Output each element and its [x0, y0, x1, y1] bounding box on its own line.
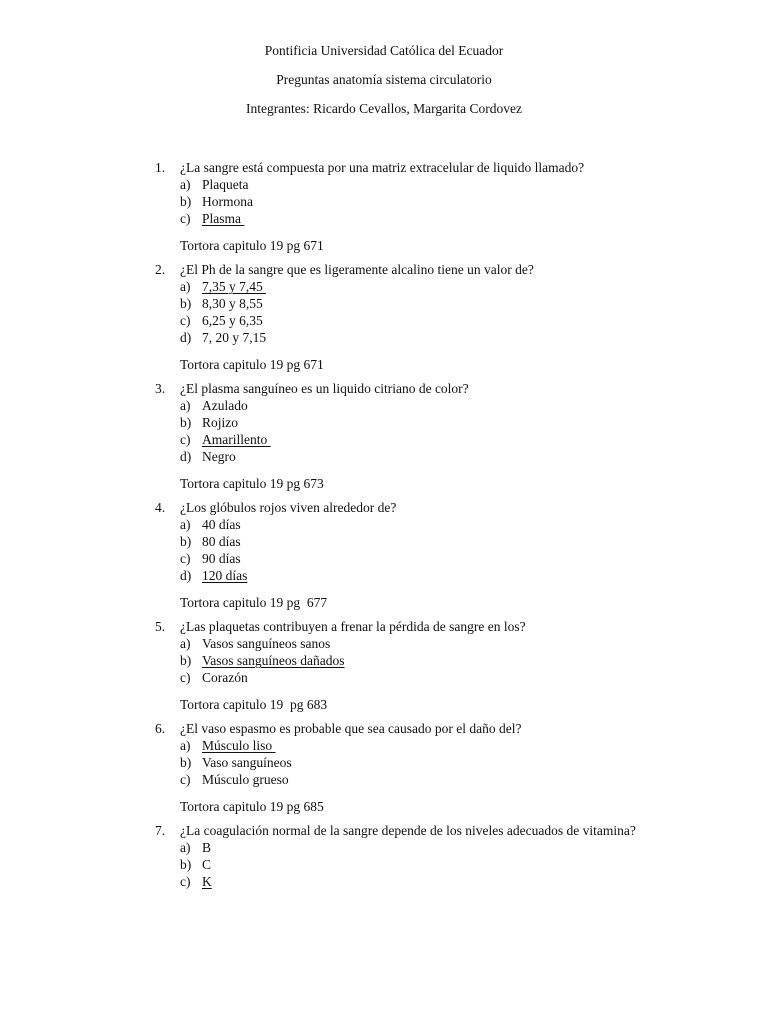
answer-options: [180, 278, 675, 346]
option-text: Negro: [202, 449, 236, 464]
answer-option: [180, 754, 675, 771]
option-letter: b): [180, 653, 192, 668]
members-line: Integrantes: Ricardo Cevallos, Margarita Cordovez: [245, 101, 523, 116]
answer-option: [180, 295, 675, 312]
university-name: Pontificia Universidad Católica del Ecuador: [264, 43, 504, 58]
option-text: Corazón: [202, 670, 248, 685]
answer-option-correct: [180, 873, 675, 890]
option-letter: b): [180, 194, 192, 209]
option-text: Vaso sanguíneos: [202, 755, 292, 770]
answer-options: [180, 635, 675, 686]
answer-option: [180, 312, 675, 329]
option-text: Músculo liso: [202, 738, 276, 753]
answer-option: [180, 329, 675, 346]
question-number: 3.: [155, 381, 166, 396]
option-text: Vasos sanguíneos dañados: [202, 653, 345, 668]
answer-option-correct: [180, 567, 675, 584]
option-letter: a): [180, 636, 191, 651]
option-text: 120 días: [202, 568, 248, 583]
option-letter: b): [180, 296, 192, 311]
answer-option: [180, 856, 675, 873]
option-letter: a): [180, 279, 191, 294]
answer-option: [180, 550, 675, 567]
answer-option: [180, 414, 675, 431]
option-text: B: [202, 840, 212, 855]
question-row: [155, 261, 675, 278]
question-row: [155, 499, 675, 516]
option-text: Rojizo: [202, 415, 238, 430]
answer-option: [180, 193, 675, 210]
option-letter: a): [180, 738, 191, 753]
question-item: [155, 499, 675, 611]
option-text: Vasos sanguíneos sanos: [202, 636, 331, 651]
answer-options: [180, 737, 675, 788]
question-number: 7.: [155, 823, 166, 838]
question-list: [155, 159, 675, 897]
answer-option-correct: [180, 278, 675, 295]
question-item: [155, 822, 675, 890]
question-text: ¿Los glóbulos rojos viven alrededor de?: [180, 500, 397, 515]
question-text: ¿La sangre está compuesta por una matriz extracelular de liquido llamado?: [180, 160, 585, 175]
option-letter: c): [180, 211, 191, 226]
answer-option-correct: [180, 431, 675, 448]
answer-option: [180, 448, 675, 465]
option-letter: b): [180, 415, 192, 430]
option-letter: c): [180, 772, 191, 787]
question-number: 6.: [155, 721, 166, 736]
question-item: [155, 380, 675, 492]
source-reference: Tortora capitulo 19 pg 673: [180, 476, 324, 491]
answer-option: [180, 669, 675, 686]
answer-options: [180, 176, 675, 227]
question-number: 1.: [155, 160, 166, 175]
option-text: C: [202, 857, 212, 872]
option-text: K: [202, 874, 212, 889]
option-letter: a): [180, 517, 191, 532]
source-reference: Tortora capitulo 19 pg 683: [180, 697, 328, 712]
question-text: ¿El Ph de la sangre que es ligeramente alcalino tiene un valor de?: [180, 262, 534, 277]
answer-option-correct: [180, 652, 675, 669]
option-text: Músculo grueso: [202, 772, 289, 787]
option-text: Amarillento: [202, 432, 271, 447]
answer-option: [180, 771, 675, 788]
question-item: [155, 261, 675, 373]
question-text: ¿La coagulación normal de la sangre depende de los niveles adecuados de vitamina?: [180, 823, 636, 838]
option-letter: d): [180, 568, 192, 583]
option-letter: c): [180, 874, 191, 889]
question-text: ¿Las plaquetas contribuyen a frenar la pérdida de sangre en los?: [180, 619, 526, 634]
answer-option-correct: [180, 737, 675, 754]
option-text: 6,25 y 6,35: [202, 313, 263, 328]
answer-option-correct: [180, 210, 675, 227]
option-text: 7,35 y 7,45: [202, 279, 267, 294]
option-letter: b): [180, 857, 192, 872]
option-letter: b): [180, 755, 192, 770]
answer-option: [180, 397, 675, 414]
answer-option: [180, 635, 675, 652]
option-text: 40 días: [202, 517, 241, 532]
answer-options: [180, 839, 675, 890]
option-text: Plaqueta: [202, 177, 249, 192]
answer-options: [180, 397, 675, 465]
option-letter: b): [180, 534, 192, 549]
option-text: Plasma: [202, 211, 245, 226]
answer-option: [180, 839, 675, 856]
source-reference: Tortora capitulo 19 pg 671: [180, 357, 324, 372]
option-text: 90 días: [202, 551, 241, 566]
answer-option: [180, 516, 675, 533]
question-text: ¿El plasma sanguíneo es un liquido citriano de color?: [180, 381, 469, 396]
question-row: [155, 822, 675, 839]
question-number: 2.: [155, 262, 166, 277]
question-row: [155, 618, 675, 635]
question-row: [155, 159, 675, 176]
option-text: 7, 20 y 7,15: [202, 330, 267, 345]
source-reference: Tortora capitulo 19 pg 677: [180, 595, 328, 610]
option-letter: a): [180, 177, 191, 192]
option-text: Hormona: [202, 194, 253, 209]
option-text: 80 días: [202, 534, 241, 549]
answer-option: [180, 176, 675, 193]
source-reference: Tortora capitulo 19 pg 671: [180, 238, 324, 253]
option-letter: d): [180, 449, 192, 464]
option-letter: c): [180, 432, 191, 447]
question-item: [155, 618, 675, 713]
question-item: [155, 720, 675, 815]
option-text: Azulado: [202, 398, 248, 413]
option-letter: a): [180, 398, 191, 413]
question-number: 4.: [155, 500, 166, 515]
answer-options: [180, 516, 675, 584]
option-letter: a): [180, 840, 191, 855]
document-title: Preguntas anatomía sistema circulatorio: [276, 72, 492, 87]
option-letter: c): [180, 670, 191, 685]
question-row: [155, 380, 675, 397]
option-letter: c): [180, 551, 191, 566]
answer-option: [180, 533, 675, 550]
question-number: 5.: [155, 619, 166, 634]
option-letter: d): [180, 330, 192, 345]
option-letter: c): [180, 313, 191, 328]
option-text: 8,30 y 8,55: [202, 296, 263, 311]
question-item: [155, 159, 675, 254]
question-row: [155, 720, 675, 737]
source-reference: Tortora capitulo 19 pg 685: [180, 799, 324, 814]
document-header: [0, 42, 768, 129]
question-text: ¿El vaso espasmo es probable que sea causado por el daño del?: [180, 721, 522, 736]
